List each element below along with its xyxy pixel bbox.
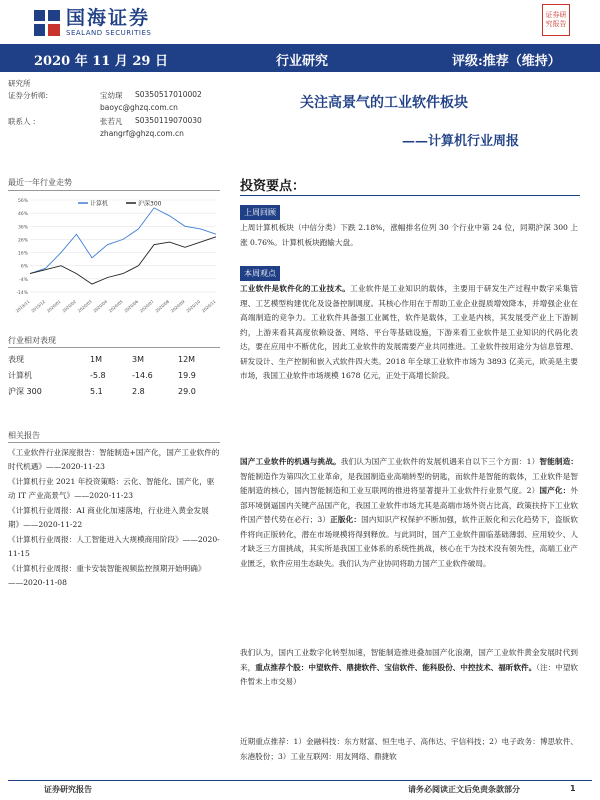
related-title: 相关报告 [8, 431, 40, 440]
report-title: 关注高景气的工业软件板块 [300, 95, 468, 111]
brand-logo [34, 6, 151, 40]
y-tick-label: 56% [17, 199, 28, 204]
trend-title: 最近一年行业走势 [8, 178, 72, 187]
related-report-date: ——2020-11-22 [23, 519, 83, 529]
brand-name-en: SEALAND SECURITIES [66, 29, 152, 37]
performance-table [8, 351, 220, 399]
p2-body: 外部环境倒逼国内关键产品国产化，我国工业软件市场尤其是高端市场外资占比高，政策扶持下工业软件国产替代势在必行；3） [240, 486, 579, 524]
table-cell: -14.6 [132, 370, 153, 380]
p1-lead: 工业软件是软件化的工业技术。 [240, 284, 351, 293]
p1-body: 工业软件是工业知识的载体，主要用于研发生产过程中数字采集管理、工艺模型构建优化及设备控制调度。其核心作用在于帮助工业企业提质增效降本，并增强企业在高端制造的竞争力。工业软件具备强工业属性，软件是载体，工业是内核，其发展受产业上下游制约，上游来看其高度依赖设备、网络、平台等基础设施，下游来看工业软件是工业知识的代码化表达，要在应用中不断优化，因此工业软件的发展需要产业共同推进。工业软件按用途分为信息管理、研发设计、生产控制和嵌入式软件四大类。2018 年全球工业软件市场为 3893 亿美元，欧美是主要市场，我国工业软件市场规模 1678 亿元，正处于高增长阶段。 [240, 284, 579, 380]
research-report-seal [542, 4, 570, 36]
p2-lead: 国产工业软件的机遇与挑战。 [240, 457, 341, 466]
table-cell: -5.8 [90, 370, 106, 380]
y-tick-label: 6% [20, 264, 28, 270]
divider [240, 195, 580, 196]
y-tick-label: 26% [17, 238, 28, 244]
y-tick-label: 46% [17, 212, 28, 218]
performance-title: 行业相对表现 [8, 336, 56, 345]
y-axis-ticks [16, 198, 28, 296]
related-report-item[interactable] [8, 562, 220, 589]
analyst-code: S0350517010002 [135, 90, 202, 99]
footer-left: 证券研究报告 [44, 785, 92, 794]
p2-point: 正版化： [330, 515, 362, 524]
x-tick-label: 2020/08 [154, 298, 171, 314]
p2-body: 我们认为国产工业软件的发展机遇来自以下三个方面：1） [340, 457, 540, 466]
analyst-name: 宝幼琛 [100, 91, 123, 100]
report-rating: 评级:推荐（维持） [452, 54, 561, 69]
related-report-date: ——2020-11-15 [8, 535, 220, 558]
paragraph-opportunities [240, 455, 578, 571]
y-tick-label: -14% [16, 291, 28, 296]
paragraph-recent-picks: 近期重点推荐：1）金融科技：东方财富、恒生电子、高伟达、宇信科技；2）电子政务：博思软件、东港股份；3）工业互联网：用友网络、鼎捷软 [240, 737, 578, 761]
p3-picks: 重点推荐个股：中望软件、鼎捷软件、宝信软件、能科股份、中控技术、福昕软件。 [255, 662, 537, 672]
report-type: 行业研究 [276, 54, 329, 69]
p2-point: 智能制造： [539, 457, 579, 466]
related-report-text[interactable]: 《计算机行业周报：AI 商业化加速落地，行业进入黄金发展期》 [8, 506, 209, 529]
contact-code: S0350119070030 [135, 116, 202, 125]
p2-body: 国内知识产权保护不断加强，软件正版化和云化趋势下，盗版软件将向正版转化，潜在市场规模将得到释放。与此同时，国产工业软件面临基础薄弱、应用较少、人才缺乏三方面挑战，其实所是我国工业体系的系统性挑战，核心在于为技术没有领先性，高端工业产业匮乏，软件应用生态缺失。我们认为产业协同将助力国产工业软件破局。 [240, 515, 579, 568]
brand-name-cn: 国海证券 [66, 7, 151, 29]
table-header-row [8, 351, 220, 367]
x-tick-label: 2020/01 [45, 298, 62, 314]
review-tag: 上周回顾 [240, 205, 280, 220]
x-tick-label: 2020/03 [76, 298, 93, 314]
x-tick-label: 2020/11 [200, 298, 217, 314]
divider [8, 347, 220, 348]
related-report-date: ——2020-11-23 [45, 461, 105, 471]
related-report-text[interactable]: 《计算机行业周报：重卡安装智能视频监控预期开始明确》 [8, 564, 206, 573]
report-subtitle: ——计算机行业周报 [402, 134, 520, 149]
contact-email[interactable]: zhangrf@ghzq.com.cn [100, 129, 184, 138]
p3-body: 我们认为，国内工业数字化转型加速，智能制造推进叠加国产化浪潮，国产工业软件黄金发展时代到来， [240, 648, 578, 672]
legend-industry: 计算机 [90, 200, 109, 208]
x-tick-label: 2020/07 [138, 298, 155, 314]
table-cell: 19.9 [178, 370, 196, 380]
p3-note: （注：中望软件暂未上市交易） [240, 662, 579, 686]
review-text: 上周计算机板块（中信分类）下跌 2.18%，涨幅排名位列 30 个行业中第 24 位，同期沪深 300 上涨 0.76%。计算机板块跑输大盘。 [240, 223, 578, 247]
table-header-cell: 3M [132, 354, 144, 364]
footer-divider [8, 780, 592, 781]
footer-disclaimer[interactable]: 请务必阅读正文后免责条款部分 [408, 785, 520, 794]
table-cell: 沪深 300 [8, 386, 42, 396]
related-report-date: ——2020-11-08 [8, 577, 67, 587]
analyst-role: 证券分析师: [8, 91, 49, 100]
related-report-text[interactable]: 《计算机行业 2021 年投资策略：云化、智能化、国产化，驱动 IT 产业高景气》 [8, 477, 215, 500]
y-tick-label: 36% [17, 225, 28, 231]
x-tick-label: 2020/02 [61, 298, 78, 314]
table-row [8, 367, 220, 383]
table-row [8, 383, 220, 399]
logo-mark-icon [34, 10, 60, 36]
analyst-email[interactable]: baoyc@ghzq.com.cn [100, 103, 178, 112]
table-header-cell: 1M [90, 354, 102, 364]
related-report-item[interactable] [8, 446, 220, 473]
x-tick-label: 2019/11 [14, 298, 31, 314]
divider [8, 190, 220, 191]
table-cell: 2.8 [132, 386, 145, 396]
seal-text: 证券研究报告 [545, 11, 567, 28]
paragraph-recommendation [240, 646, 578, 690]
table-cell: 计算机 [8, 370, 32, 380]
contact-role: 联系人 : [8, 117, 36, 126]
y-tick-label: 16% [17, 251, 28, 257]
x-tick-label: 2020/10 [185, 298, 202, 314]
related-report-text[interactable]: 《计算机行业周报：人工智能进入大规模商用阶段》 [8, 535, 183, 544]
related-report-item[interactable] [8, 533, 220, 560]
table-cell: 5.1 [90, 386, 103, 396]
x-tick-label: 2019/12 [30, 298, 47, 314]
x-tick-label: 2020/09 [169, 298, 186, 314]
related-report-item[interactable] [8, 504, 220, 531]
x-tick-label: 2020/04 [92, 298, 109, 314]
page-number: 1 [570, 784, 576, 793]
x-tick-label: 2020/06 [123, 298, 140, 314]
related-report-item[interactable] [8, 475, 220, 502]
report-date: 2020 年 11 月 29 日 [34, 54, 168, 69]
header-banner [0, 44, 600, 72]
p2-point: 国产化： [539, 486, 571, 495]
related-report-list [8, 446, 220, 589]
related-report-date: ——2020-11-23 [74, 490, 134, 500]
p2-body: 智能制造作为第四次工业革命，是我国制造业高端转型的钥匙，而软件是智能的载体，工业软件是智能制造的核心，国内智能制造和工业互联网的推进将显著提升工业软件行业景气度。2） [240, 471, 578, 495]
contact-name: 张若凡 [100, 117, 123, 126]
related-report-text[interactable]: 《工业软件行业深度报告：智能制造+国产化，国产工业软件的时代机遇》 [8, 448, 220, 471]
y-tick-label: -4% [19, 277, 28, 283]
table-header-cell: 表现 [8, 354, 24, 364]
table-header-cell: 12M [178, 354, 196, 364]
main-heading: 投资要点： [240, 179, 306, 194]
x-axis-ticks [15, 299, 217, 314]
divider [8, 442, 220, 443]
institute-label: 研究所 [8, 79, 31, 88]
legend-index: 沪深300 [138, 200, 162, 208]
view-tag: 本周观点 [240, 266, 280, 281]
trend-chart [8, 194, 220, 314]
paragraph-industrial-software [240, 282, 578, 384]
x-tick-label: 2020/05 [107, 298, 124, 314]
table-cell: 29.0 [178, 386, 196, 396]
